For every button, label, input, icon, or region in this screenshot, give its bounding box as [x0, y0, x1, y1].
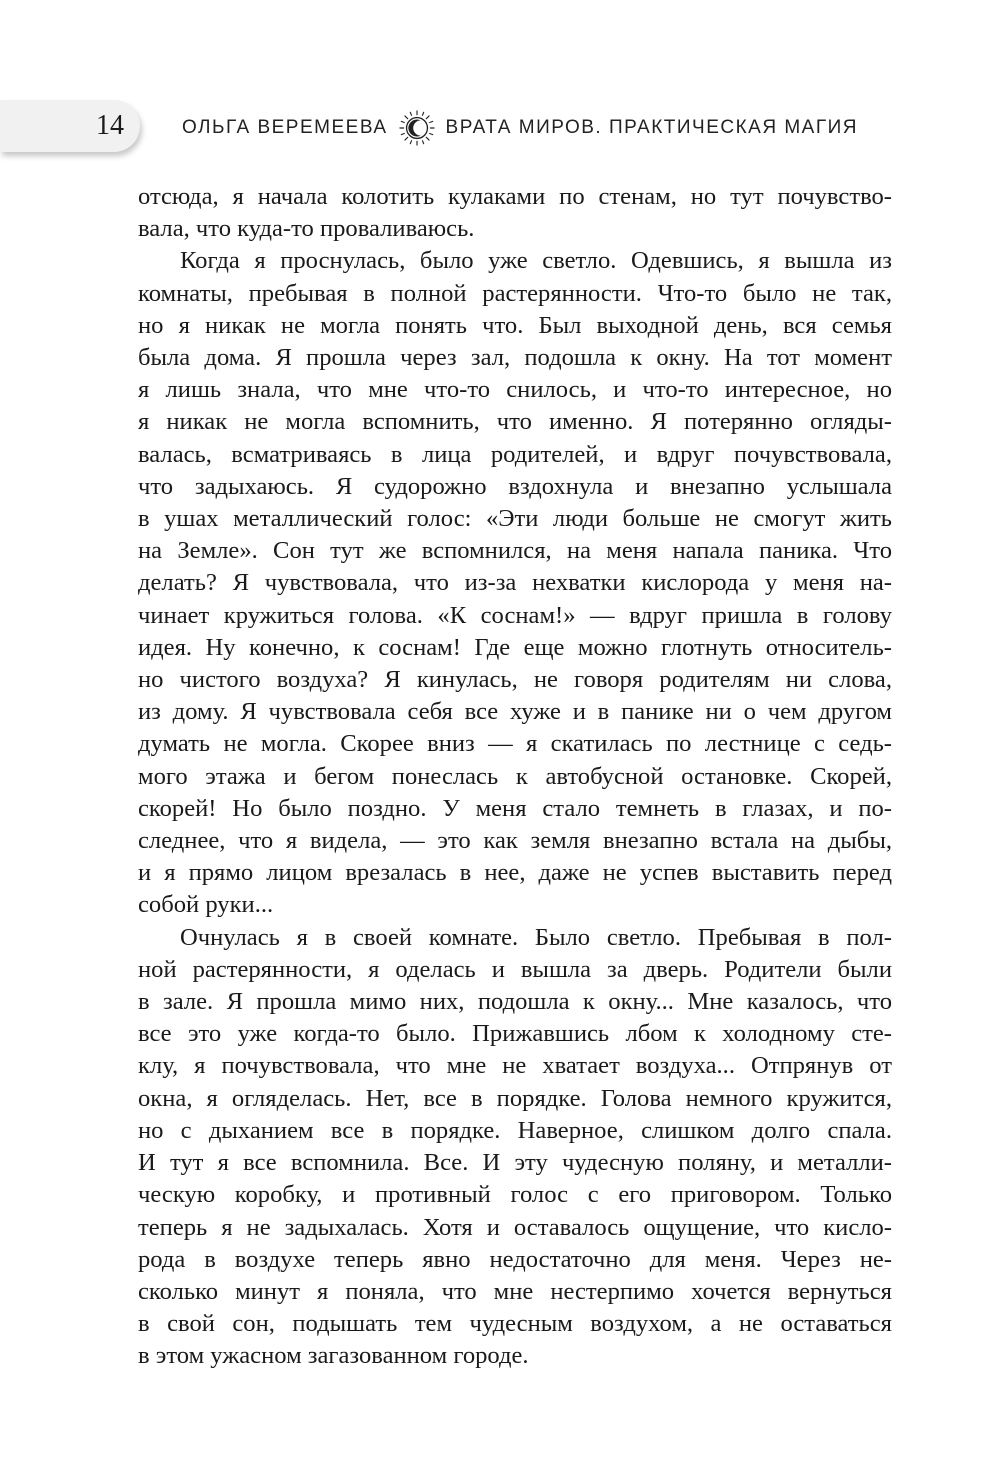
text-line: скорей! Но было поздно. У меня стало темнеть в глазах, и по- — [138, 794, 892, 822]
text-line: Очнулась я в своей комнате. Было светло. Пребывая в пол- — [180, 923, 892, 951]
text-line: и я прямо лицом врезалась в нее, даже не успев выставить перед — [138, 859, 892, 887]
paragraph — [138, 922, 892, 1373]
text-line: была дома. Я прошла через зал, подошла к окну. На тот момент — [138, 344, 892, 372]
book-title: ВРАТА МИРОВ. ПРАКТИЧЕСКАЯ МАГИЯ — [445, 117, 859, 138]
text-line: клу, я почувствовала, что мне не хватает воздуха... Отпрянув от — [138, 1052, 892, 1080]
paragraph — [138, 245, 892, 921]
page-number: 14 — [96, 110, 124, 141]
text-line: идея. Ну конечно, к соснам! Где еще можно глотнуть относитель- — [138, 633, 892, 661]
text-line: в зале. Я прошла мимо них, подошла к окну... Мне казалось, что — [138, 988, 892, 1016]
sun-moon-emblem-icon — [398, 109, 436, 147]
text-line: я лишь знала, что мне что-то снилось, и что-то интересное, но — [138, 376, 892, 404]
running-header — [181, 110, 859, 146]
text-line: я никак не могла вспомнить, что именно. Я потерянно огляды- — [138, 408, 892, 436]
text-line: все это уже когда-то было. Прижавшись лбом к холодному сте- — [138, 1020, 892, 1048]
text-line: но с дыханием все в порядке. Наверное, слишком долго спала. — [138, 1116, 892, 1144]
text-line: из дому. Я чувствовала себя все хуже и в панике ни о чем другом — [138, 698, 892, 726]
text-line: но я никак не могла понять что. Был выходной день, вся семья — [138, 311, 892, 339]
text-line: ной растерянности, я оделась и вышла за дверь. Родители были — [138, 955, 892, 983]
text-line: в этом ужасном загазованном городе. — [138, 1342, 529, 1370]
text-line: думать не могла. Скорее вниз — я скатилась по лестнице с седь- — [138, 730, 892, 758]
text-line: делать? Я чувствовала, что из-за нехватки кислорода у меня на- — [138, 569, 892, 597]
text-line: комнаты, пребывая в полной растерянности. Что-то было не так, — [138, 279, 892, 307]
text-line: И тут я все вспомнила. Все. И эту чудесную поляну, и металли- — [138, 1149, 892, 1177]
text-line: сколько минут я поняла, что мне нестерпимо хочется вернуться — [138, 1277, 892, 1305]
text-line: чинает кружиться голова. «К соснам!» — вдруг пришла в голову — [138, 601, 892, 629]
text-line: в ушах металлический голос: «Эти люди больше не смогут жить — [138, 505, 892, 533]
text-line: мого этажа и бегом понеслась к автобусной остановке. Скорей, — [138, 762, 892, 790]
text-line: ческую коробку, и противный голос с его приговором. Только — [138, 1181, 892, 1209]
text-line: валась, всматриваясь в лица родителей, и вдруг почувствовала, — [138, 440, 892, 468]
text-line: на Земле». Сон тут же вспомнился, на меня напала паника. Что — [138, 537, 892, 565]
text-line: отсюда, я начала колотить кулаками по стенам, но тут почувство- — [138, 183, 892, 210]
text-line: окна, я огляделась. Нет, все в порядке. Голова немного кружится, — [138, 1084, 892, 1112]
body-text — [138, 181, 892, 1373]
text-line: собой руки... — [138, 891, 274, 919]
text-line: что задыхаюсь. Я судорожно вздохнула и внезапно услышала — [138, 472, 892, 500]
text-line: теперь я не задыхалась. Хотя и оставалось ощущение, что кисло- — [138, 1213, 892, 1241]
paragraph — [138, 181, 892, 245]
text-line: следнее, что я видела, — это как земля внезапно встала на дыбы, — [138, 827, 892, 855]
text-line: рода в воздухе теперь явно недостаточно для меня. Через не- — [138, 1245, 892, 1273]
text-line: Когда я проснулась, было уже светло. Одевшись, я вышла из — [180, 247, 892, 275]
text-line: в свой сон, подышать тем чудесным воздухом, а не оставаться — [138, 1310, 892, 1338]
text-line: но чистого воздуха? Я кинулась, не говоря родителям ни слова, — [138, 666, 892, 694]
text-line: вала, что куда-то проваливаюсь. — [138, 215, 475, 243]
author-name: ОЛЬГА ВЕРЕМЕЕВА — [181, 117, 388, 138]
